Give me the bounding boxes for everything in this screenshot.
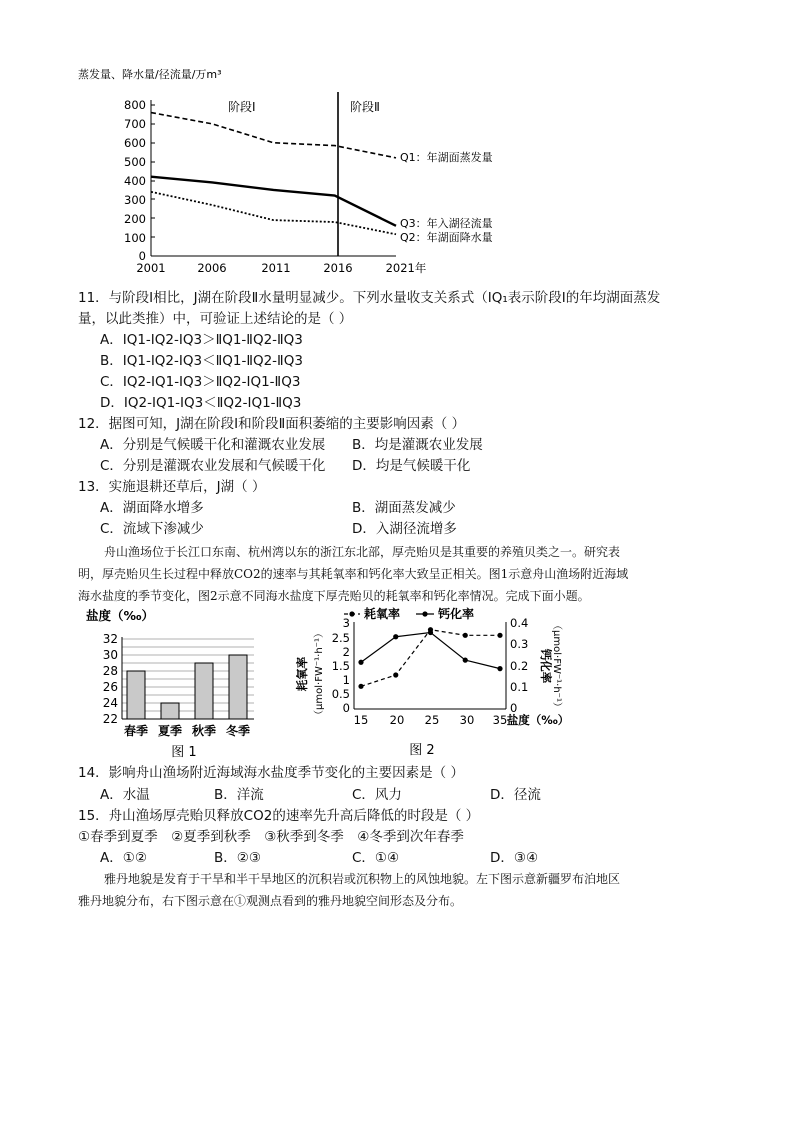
point-ca (393, 634, 398, 639)
q15-statements: ①春季到夏季 ②夏季到秋季 ③秋季到冬季 ④冬季到次年春季 (78, 829, 464, 845)
q14-option-b: B．洋流 (214, 787, 264, 803)
point-o2 (393, 672, 398, 677)
x-tick: 15 (353, 713, 369, 727)
y-tick-right: 0.3 (510, 637, 529, 651)
fig2-ylabel-left: 耗氧率 (295, 656, 309, 692)
bar-春季 (127, 671, 145, 719)
series-line-ca (361, 633, 500, 669)
series-line-q3 (151, 177, 396, 226)
y-tick-left: 1 (342, 673, 350, 687)
q11-stem-line1: 11．与阶段Ⅰ相比，J湖在阶段Ⅱ水量明显减少。下列水量收支关系式（ⅠQ₁表示阶段Ⅰ的年均湖面蒸发 (78, 290, 661, 306)
q11-option-c: C．ⅠQ2-ⅠQ1-ⅠQ3＞ⅡQ2-ⅠQ1-ⅡQ3 (100, 374, 301, 390)
series-label-q2: Q2：年湖面降水量 (400, 231, 493, 244)
series-line-q1 (151, 113, 396, 158)
fig2-yunit-right: （μmol·FW⁻¹·h⁻¹） (551, 620, 562, 712)
y-tick: 28 (102, 664, 118, 678)
x-tick: 35 (492, 713, 508, 727)
legend-ca: 钙化率 (438, 607, 475, 621)
y-tick: 400 (124, 174, 146, 188)
x-tick: 2006 (197, 261, 227, 275)
series-line-q2 (151, 192, 396, 234)
intro2-line3: 海水盐度的季节变化，图2示意不同海水盐度下厚壳贻贝的耗氧率和钙化率情况。完成下面小题。 (78, 589, 590, 603)
series-label-q1: Q1：年湖面蒸发量 (400, 151, 493, 164)
q11-stem-line2: 量，以此类推）中，可验证上述结论的是（ ） (78, 311, 353, 327)
legend-o2: 耗氧率 (364, 607, 401, 621)
y-tick-left: 0.5 (331, 687, 350, 701)
q12-stem: 12．据图可知，J湖在阶段Ⅰ和阶段Ⅱ面积萎缩的主要影响因素（ ） (78, 416, 466, 432)
y-tick: 700 (124, 117, 146, 131)
fig1-title: 盐度（‰） (86, 608, 154, 623)
bar-夏季 (161, 703, 179, 719)
point-ca (463, 658, 468, 663)
x-tick: 2011 (261, 261, 291, 275)
intro3-line1: 雅丹地貌是发育于干旱和半干旱地区的沉积岩或沉积物上的风蚀地貌。左下图示意新疆罗布泊地区 (104, 872, 621, 886)
q14-option-c: C．风力 (352, 787, 402, 803)
chart-water-balance (78, 62, 528, 284)
y-tick-right: 0 (510, 701, 518, 715)
fig2-yunit-left: （μmol·FW⁻¹·h⁻¹） (314, 628, 325, 720)
q13-option-a: A．湖面降水增多 (100, 500, 204, 516)
fig1-caption: 图 1 (171, 745, 197, 760)
x-tick: 冬季 (225, 724, 251, 738)
point-o2 (358, 684, 363, 689)
point-ca (358, 660, 363, 665)
bar-秋季 (195, 663, 213, 719)
q14-stem: 14．影响舟山渔场附近海域海水盐度季节变化的主要因素是（ ） (78, 765, 464, 781)
q13-option-b: B．湖面蒸发减少 (352, 500, 456, 516)
q12-option-d: D．均是气候暖干化 (352, 458, 471, 474)
y-tick-left: 1.5 (331, 659, 350, 673)
y-tick: 26 (102, 680, 118, 694)
y-tick: 800 (124, 98, 146, 112)
q11-option-d: D．ⅠQ2-ⅠQ1-ⅠQ3＜ⅡQ2-ⅠQ1-ⅡQ3 (100, 395, 302, 411)
phase1-label: 阶段Ⅰ (228, 100, 256, 114)
x-tick: 20 (389, 713, 405, 727)
point-o2 (497, 633, 502, 638)
point-o2 (463, 633, 468, 638)
q13-stem: 13．实施退耕还草后，J湖（ ） (78, 479, 266, 495)
q15-stem: 15．舟山渔场厚壳贻贝释放CO2的速率先升高后降低的时段是（ ） (78, 808, 480, 824)
y-tick-left: 2 (342, 645, 350, 659)
q15-option-c: C．①④ (352, 850, 400, 866)
x-tick: 30 (459, 713, 475, 727)
y-tick: 100 (124, 231, 146, 245)
x-tick: 夏季 (157, 724, 183, 738)
q14-option-d: D．径流 (490, 787, 541, 803)
x-tick: 秋季 (191, 724, 217, 738)
q12-option-b: B．均是灌溉农业发展 (352, 437, 483, 453)
q15-option-d: D．③④ (490, 850, 539, 866)
fig2-xlabel: 盐度（‰） (506, 713, 570, 727)
intro2-line1: 舟山渔场位于长江口东南、杭州湾以东的浙江东北部，厚壳贻贝是其重要的养殖贝类之一。研究表 (104, 545, 621, 559)
y-tick-left: 0 (342, 701, 350, 715)
q14-option-a: A．水温 (100, 787, 150, 803)
y-tick: 500 (124, 155, 146, 169)
chart1-ylabel: 蒸发量、降水量/径流量/万m³ (78, 68, 222, 81)
x-tick: 2016 (323, 261, 353, 275)
y-tick: 30 (102, 648, 118, 662)
y-tick-left: 2.5 (331, 631, 350, 645)
q11-option-b: B．ⅠQ1-ⅠQ2-ⅠQ3＜ⅡQ1-ⅡQ2-ⅡQ3 (100, 353, 303, 369)
y-tick-right: 0.1 (510, 680, 529, 694)
bar-冬季 (229, 655, 247, 719)
y-tick-right: 0.2 (510, 659, 529, 673)
series-line-o2 (361, 630, 500, 687)
y-tick: 22 (102, 712, 118, 726)
point-ca (428, 630, 433, 635)
x-tick: 2021年 (385, 261, 427, 275)
phase2-label: 阶段Ⅱ (350, 100, 380, 114)
q15-option-a: A．①② (100, 850, 147, 866)
point-ca (497, 666, 502, 671)
fig1-salinity-bar-chart (78, 603, 268, 763)
q12-option-c: C．分别是灌溉农业发展和气候暖干化 (100, 458, 326, 474)
fig2-rate-chart (286, 604, 576, 762)
x-tick: 25 (424, 713, 440, 727)
intro2-line2: 明，厚壳贻贝生长过程中释放CO2的速率与其耗氧率和钙化率大致呈正相关。图1示意舟山渔场附近海域 (78, 567, 629, 581)
x-tick: 春季 (123, 724, 149, 738)
q11-option-a: A．ⅠQ1-ⅠQ2-ⅠQ3＞ⅡQ1-ⅡQ2-ⅡQ3 (100, 332, 303, 348)
fig2-caption: 图 2 (409, 743, 435, 758)
fig2-legend (344, 606, 474, 621)
fig2-ylabel-right: 钙化率 (539, 648, 553, 684)
y-tick: 32 (102, 632, 118, 646)
y-tick: 24 (102, 696, 118, 710)
y-tick-left: 3 (342, 616, 350, 630)
q13-option-d: D．入湖径流增多 (352, 521, 457, 537)
y-tick: 0 (138, 249, 146, 263)
q13-option-c: C．流域下渗减少 (100, 521, 204, 537)
intro3-line2: 雅丹地貌分布，右下图示意在①观测点看到的雅丹地貌空间形态及分布。 (78, 894, 463, 908)
q12-option-a: A．分别是气候暖干化和灌溉农业发展 (100, 437, 326, 453)
y-tick: 300 (124, 193, 146, 207)
y-tick: 600 (124, 136, 146, 150)
series-label-q3: Q3：年入湖径流量 (400, 217, 493, 230)
x-tick: 2001 (136, 261, 166, 275)
q15-option-b: B．②③ (214, 850, 261, 866)
y-tick-right: 0.4 (510, 616, 529, 630)
y-tick: 200 (124, 212, 146, 226)
